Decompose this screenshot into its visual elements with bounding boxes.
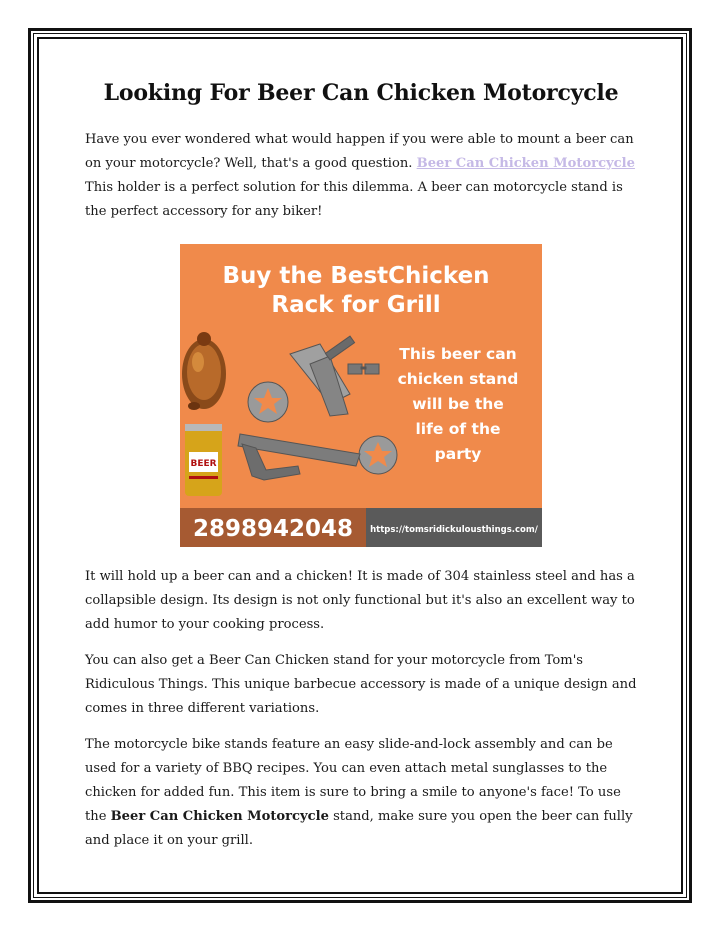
ad-tagline-line4: life of the xyxy=(415,420,501,438)
beer-can-chicken-motorcycle-link[interactable]: Beer Can Chicken Motorcycle xyxy=(416,156,635,171)
ad-url: https://tomsridickulousthings.com/ xyxy=(370,525,538,535)
ad-headline-line1: Buy the BestChicken xyxy=(222,263,490,289)
ad-tagline-line5: party xyxy=(434,445,482,463)
paragraph-4-bold-product: Beer Can Chicken Motorcycle xyxy=(110,809,329,824)
beer-can-label: BEER xyxy=(190,459,217,469)
page-title: Looking For Beer Can Chicken Motorcycle xyxy=(103,80,619,106)
product-ad-image[interactable] xyxy=(180,244,542,547)
body-paragraph-3: You can also get a Beer Can Chicken stand for your motorcycle from Tom's Ridiculous Things. This unique barbecue accessory is made of a unique design and comes in three different variations. xyxy=(85,653,637,716)
ad-phone-number: 2898942048 xyxy=(192,516,354,542)
ad-tagline-line3: will be the xyxy=(412,395,504,413)
ad-tagline-line2: chicken stand xyxy=(397,370,519,388)
body-paragraph-2: It will hold up a beer can and a chicken! It is made of 304 stainless steel and has a collapsible design. Its design is not only functional but it's also an excellent way to add humor to your cooking process. xyxy=(85,569,635,632)
body-paragraph-4 xyxy=(85,733,637,853)
paragraph-4-text-after: stand, make sure you open the beer can fully and place it on your grill. xyxy=(85,809,633,848)
paragraph-4-text-before: The motorcycle bike stands feature an easy slide-and-lock assembly and can be used for a variety of BBQ recipes. You can even attach metal sunglasses to the chicken for added fun. This item is sure to bring a smile to anyone's face! To use the xyxy=(85,737,621,824)
ad-tagline-line1: This beer can xyxy=(399,345,517,363)
intro-text-before: Have you ever wondered what would happen if you were able to mount a beer can on your motorcycle? Well, that's a good question. xyxy=(85,132,634,171)
intro-text-after: This holder is a perfect solution for this dilemma. A beer can motorcycle stand is the perfect accessory for any biker! xyxy=(85,180,623,219)
ad-headline-line2: Rack for Grill xyxy=(271,292,441,318)
intro-paragraph xyxy=(85,128,637,224)
document-content xyxy=(85,80,637,865)
beer-can-icon xyxy=(185,424,222,496)
